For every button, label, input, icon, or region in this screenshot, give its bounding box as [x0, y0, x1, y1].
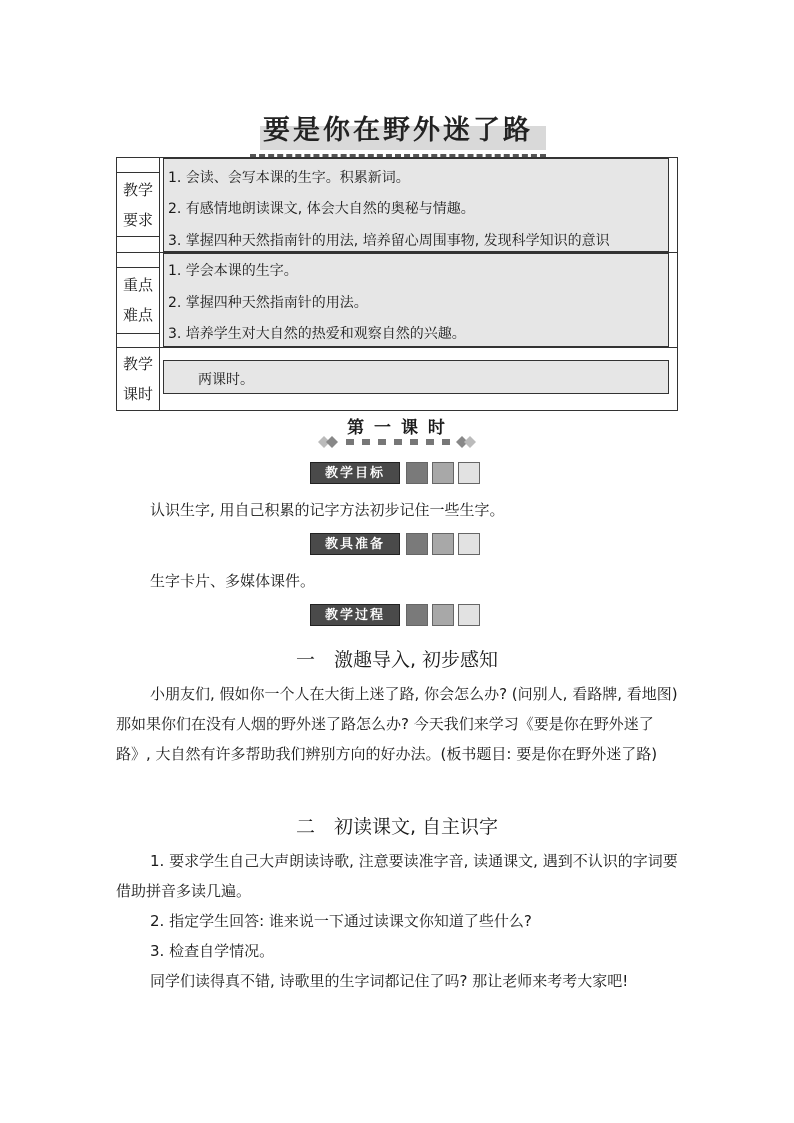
key-point-item: 2. 掌握四种天然指南针的用法。 — [168, 295, 368, 311]
tools-paragraph — [116, 566, 678, 596]
label-line2: 难点 — [122, 306, 153, 324]
label-square — [458, 533, 480, 555]
requirement-item: 3. 掌握四种天然指南针的用法, 培养留心周围事物, 发现科学知识的意识 — [168, 233, 610, 249]
section-label-text: 教具准备 — [310, 533, 400, 555]
goal-paragraph — [116, 495, 678, 525]
key-point-item: 3. 培养学生对大自然的热爱和观察自然的兴趣。 — [168, 326, 466, 342]
label-square — [406, 462, 428, 484]
row-teaching-requirements — [117, 158, 677, 253]
part2-heading: 二 初读课文, 自主识字 — [295, 816, 499, 838]
label-line1: 教学 — [122, 355, 153, 373]
label-line2: 课时 — [122, 385, 153, 403]
label-square — [432, 533, 454, 555]
part2-list — [116, 846, 678, 996]
lesson-title: 第 一 课 时 — [347, 418, 447, 438]
label-rule — [117, 172, 159, 173]
part1-paragraph — [116, 679, 678, 769]
part1-text: 小朋友们, 假如你一个人在大街上迷了路, 你会怎么办? (问别人, 看路牌, 看地图) 那如果你们在没有人烟的野外迷了路怎么办? 今天我们来学习《要是你在野外迷了路》, 大自然有许多帮助我们辨别方向的好办法。(板书题目: 要是你在野外迷了路) — [116, 685, 678, 763]
label-rule — [117, 236, 159, 237]
requirement-item: 1. 会读、会写本课的生字。积累新词。 — [168, 170, 410, 186]
section-label-text: 教学目标 — [310, 462, 400, 484]
label-line2: 要求 — [122, 211, 153, 229]
key-point-item: 1. 学会本课的生字。 — [168, 263, 298, 279]
goal-text: 认识生字, 用自己积累的记字方法初步记住一些生字。 — [150, 501, 505, 519]
row-key-points — [117, 253, 677, 348]
requirements-box — [163, 158, 669, 252]
label-rule — [117, 333, 159, 334]
label-square — [458, 604, 480, 626]
row-label — [117, 158, 160, 252]
tools-text: 生字卡片、多媒体课件。 — [150, 572, 316, 590]
key-points-box — [163, 253, 669, 347]
part1-heading: 一 激趣导入, 初步感知 — [295, 649, 499, 671]
hours-text: 两课时。 — [198, 372, 254, 388]
label-rule — [117, 267, 159, 268]
label-square — [406, 604, 428, 626]
title-block — [250, 104, 550, 154]
part2-item: 同学们读得真不错, 诗歌里的生字词都记住了吗? 那让老师来考考大家吧! — [150, 972, 629, 990]
lesson-title-decoration — [318, 436, 476, 448]
part2-item: 2. 指定学生回答: 谁来说一下通过读课文你知道了些什么? — [150, 912, 532, 930]
label-line1: 教学 — [122, 181, 153, 199]
label-square — [432, 604, 454, 626]
part2-item: 3. 检查自学情况。 — [150, 942, 275, 960]
requirements-table — [116, 157, 678, 411]
section-label-text: 教学过程 — [310, 604, 400, 626]
label-square — [406, 533, 428, 555]
row-label — [117, 253, 160, 347]
row-teaching-hours — [117, 348, 677, 410]
part2-item: 1. 要求学生自己大声朗读诗歌, 注意要读准字音, 读通课文, 遇到不认识的字词要借助拼音多读几遍。 — [116, 852, 678, 900]
label-line1: 重点 — [122, 276, 153, 294]
page-title: 要是你在野外迷了路 — [263, 115, 533, 146]
requirement-item: 2. 有感情地朗读课文, 体会大自然的奥秘与情趣。 — [168, 201, 475, 217]
hours-box — [163, 360, 669, 394]
row-label — [117, 348, 160, 410]
label-square — [458, 462, 480, 484]
label-square — [432, 462, 454, 484]
